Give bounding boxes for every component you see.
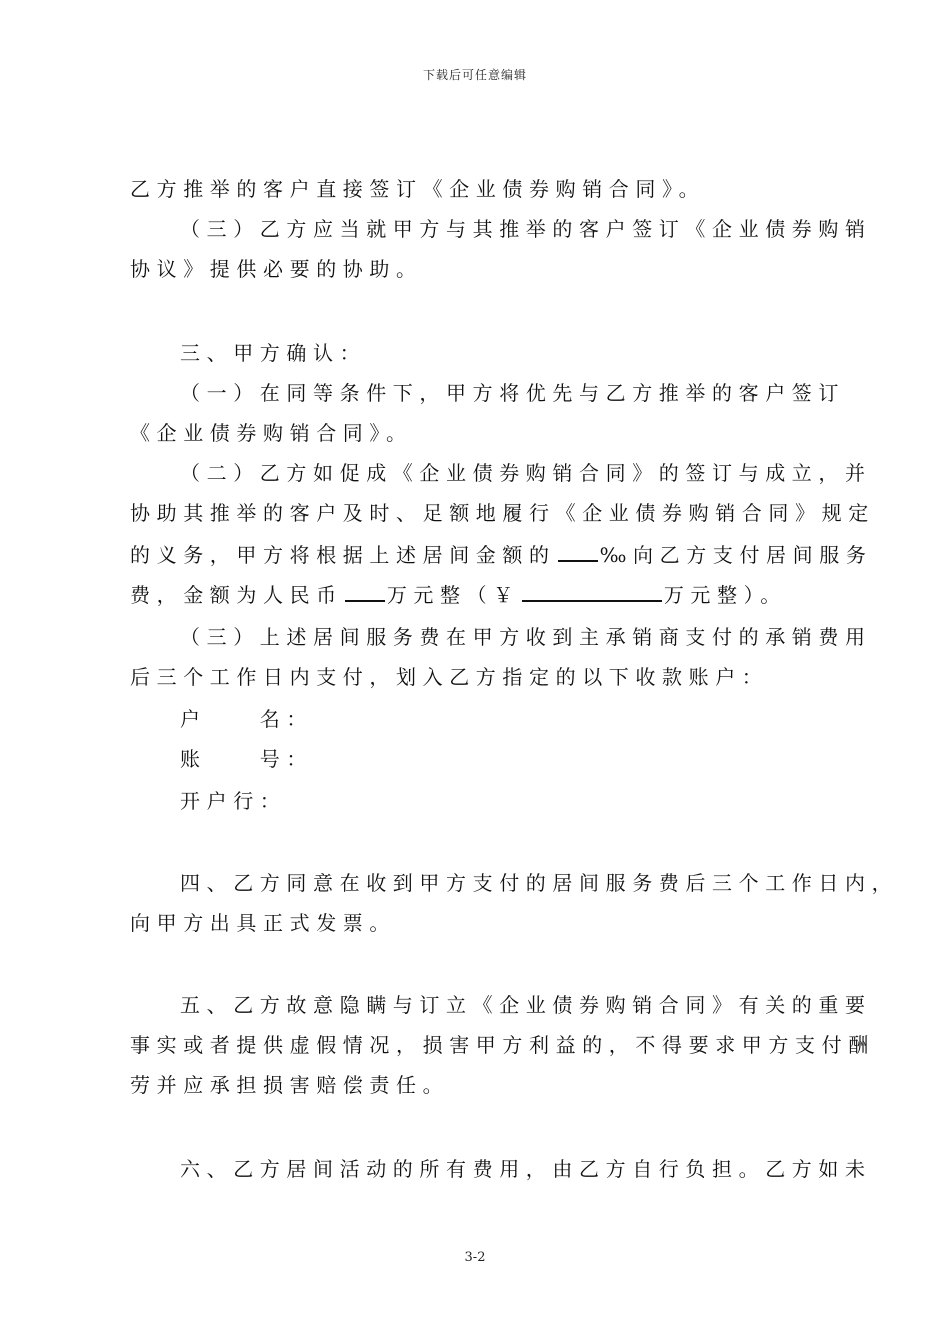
- fill-in-blank[interactable]: [345, 582, 385, 602]
- bank-label: 开户行：: [180, 789, 287, 813]
- account-name-label: 户 名：: [180, 707, 313, 731]
- section-heading: 四、乙方同意在收到甲方支付的居间服务费后三个工作日内，: [180, 871, 899, 895]
- fill-in-blank[interactable]: [558, 542, 598, 562]
- line-segment: 费，金额为人民币: [130, 583, 343, 607]
- body-line: 乙方推举的客户直接签订《企业债券购销合同》。: [130, 177, 706, 201]
- section-heading: 三、甲方确认：: [180, 341, 367, 365]
- body-line: 劳并应承担损害赔偿责任。: [130, 1073, 450, 1097]
- body-line: 协议》提供必要的协助。: [130, 257, 423, 281]
- line-segment: ‰向乙方支付居间服务: [599, 543, 873, 567]
- body-line: 向甲方出具正式发票。: [130, 911, 396, 935]
- body-line-with-blank: [130, 542, 872, 568]
- body-line: （一）在同等条件下，甲方将优先与乙方推举的客户签订: [180, 381, 845, 405]
- page-header: 下载后可任意编辑: [422, 68, 527, 82]
- body-line: （二）乙方如促成《企业债券购销合同》的签订与成立，并: [180, 461, 872, 485]
- body-line: 协助其推举的客户及时、足额地履行《企业债券购销合同》规定: [130, 501, 875, 525]
- line-segment: 万元整（￥: [386, 583, 520, 607]
- body-line: 后三个工作日内支付，划入乙方指定的以下收款账户：: [130, 665, 769, 689]
- section-heading: 六、乙方居间活动的所有费用，由乙方自行负担。乙方如未: [180, 1157, 872, 1181]
- page-number: 3-2: [464, 1250, 486, 1265]
- line-segment: 的义务，甲方将根据上述居间金额的: [130, 543, 556, 567]
- body-line: （三）乙方应当就甲方与其推举的客户签订《企业债券购销: [180, 217, 872, 241]
- line-segment: 万元整）。: [663, 583, 787, 607]
- body-line: （三）上述居间服务费在甲方收到主承销商支付的承销费用: [180, 625, 872, 649]
- body-line-with-blanks: [130, 582, 787, 608]
- account-number-label: 账 号：: [180, 747, 313, 771]
- body-line: 事实或者提供虚假情况，损害甲方利益的，不得要求甲方支付酬: [130, 1033, 875, 1057]
- body-line: 《企业债券购销合同》。: [130, 421, 413, 445]
- fill-in-blank[interactable]: [522, 582, 662, 602]
- section-heading: 五、乙方故意隐瞒与订立《企业债券购销合同》有关的重要: [180, 993, 872, 1017]
